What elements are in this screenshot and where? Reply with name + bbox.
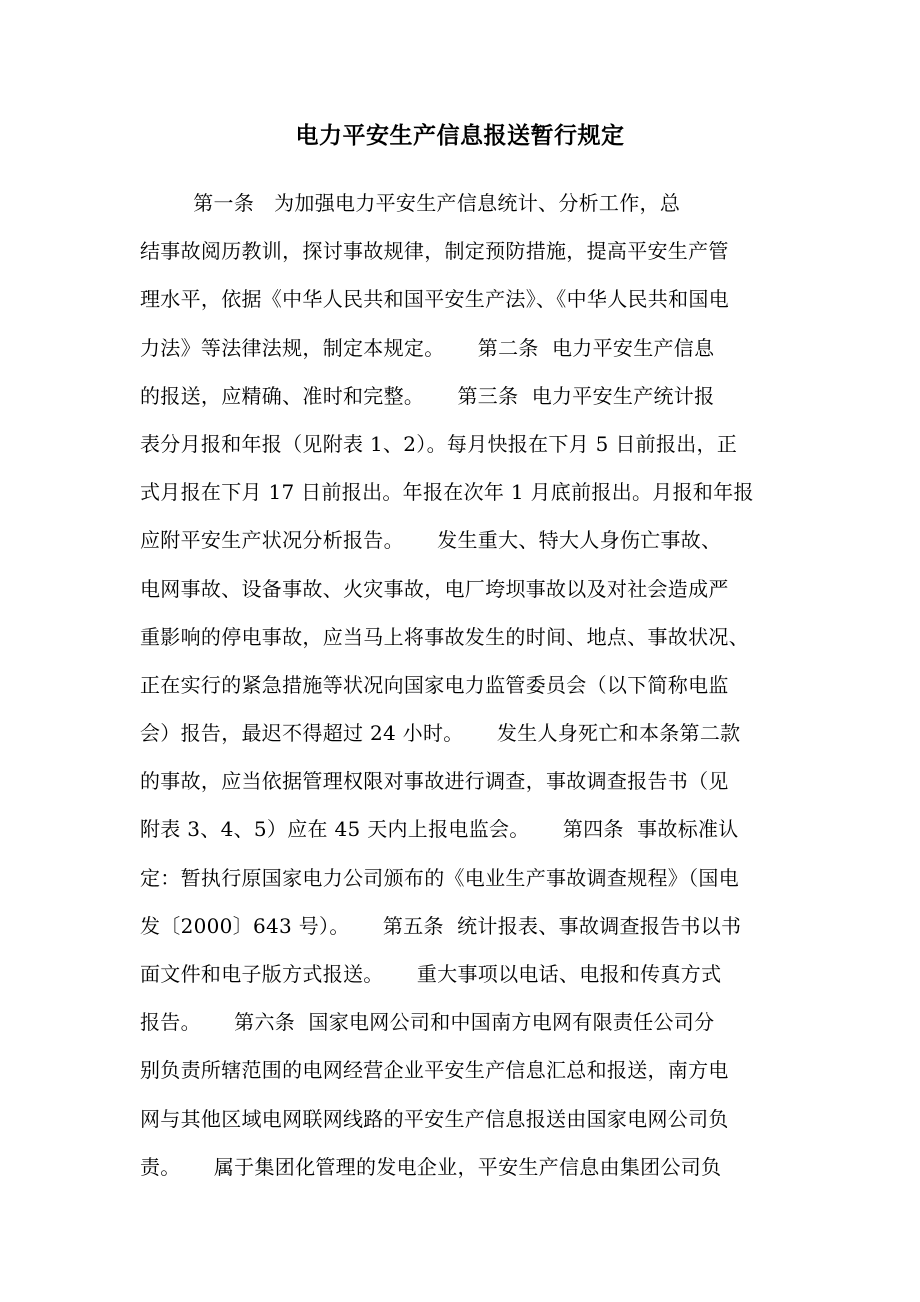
body-line: 第一条 为加强电力平安生产信息统计、分析工作，总 [140,191,681,215]
body-line: 正在实行的紧急措施等状况向国家电力监管委员会（以下简称电监 [140,672,729,697]
body-line: 结事故阅历教训，探讨事故规律，制定预防措施，提高平安生产管 [140,239,729,264]
document-title: 电力平安生产信息报送暂行规定 [295,123,625,149]
body-line: 式月报在下月 17 日前报出。年报在次年 1 月底前报出。月报和年报 [140,480,754,505]
body-line: 会）报告，最迟不得超过 24 小时。 发生人身死亡和本条第二款 [140,721,741,746]
body-line: 发〔2000〕643 号）。 第五条 统计报表、事故调查报告书以书 [140,913,742,938]
body-line: 应附平安生产状况分析报告。 发生重大、特大人身伤亡事故、 [140,528,722,553]
body-line: 责。 属于集团化管理的发电企业，平安生产信息由集团公司负 [140,1154,722,1179]
document-body [140,179,780,1191]
body-line: 别负责所辖范围的电网经营企业平安生产信息汇总和报送，南方电 [140,1058,729,1083]
body-line: 的事故，应当依据管理权限对事故进行调查，事故调查报告书（见 [140,769,729,794]
body-line: 理水平，依据《中华人民共和国平安生产法》、《中华人民共和国电 [140,287,729,312]
body-line: 定：暂执行原国家电力公司颁布的《电业生产事故调查规程》（国电 [140,865,739,890]
body-line: 附表 3、4、5）应在 45 天内上报电监会。 第四条 事故标准认 [140,817,739,842]
body-line: 报告。 第六条 国家电网公司和中国南方电网有限责任公司分 [140,1010,715,1035]
body-line: 电网事故、设备事故、火灾事故，电厂垮坝事故以及对社会造成严 [140,576,729,601]
body-line: 表分月报和年报（见附表 1、2）。每月快报在下月 5 日前报出，正 [140,431,738,456]
body-line: 面文件和电子版方式报送。 重大事项以电话、电报和传真方式 [140,962,722,986]
body-line: 重影响的停电事故，应当马上将事故发生的时间、地点、事故状况、 [140,624,749,649]
body-line: 力法》等法律法规，制定本规定。 第二条 电力平安生产信息 [140,335,715,360]
body-line: 的报送，应精确、准时和完整。 第三条 电力平安生产统计报 [140,383,715,408]
body-line: 网与其他区域电网联网线路的平安生产信息报送由国家电网公司负 [140,1106,729,1131]
